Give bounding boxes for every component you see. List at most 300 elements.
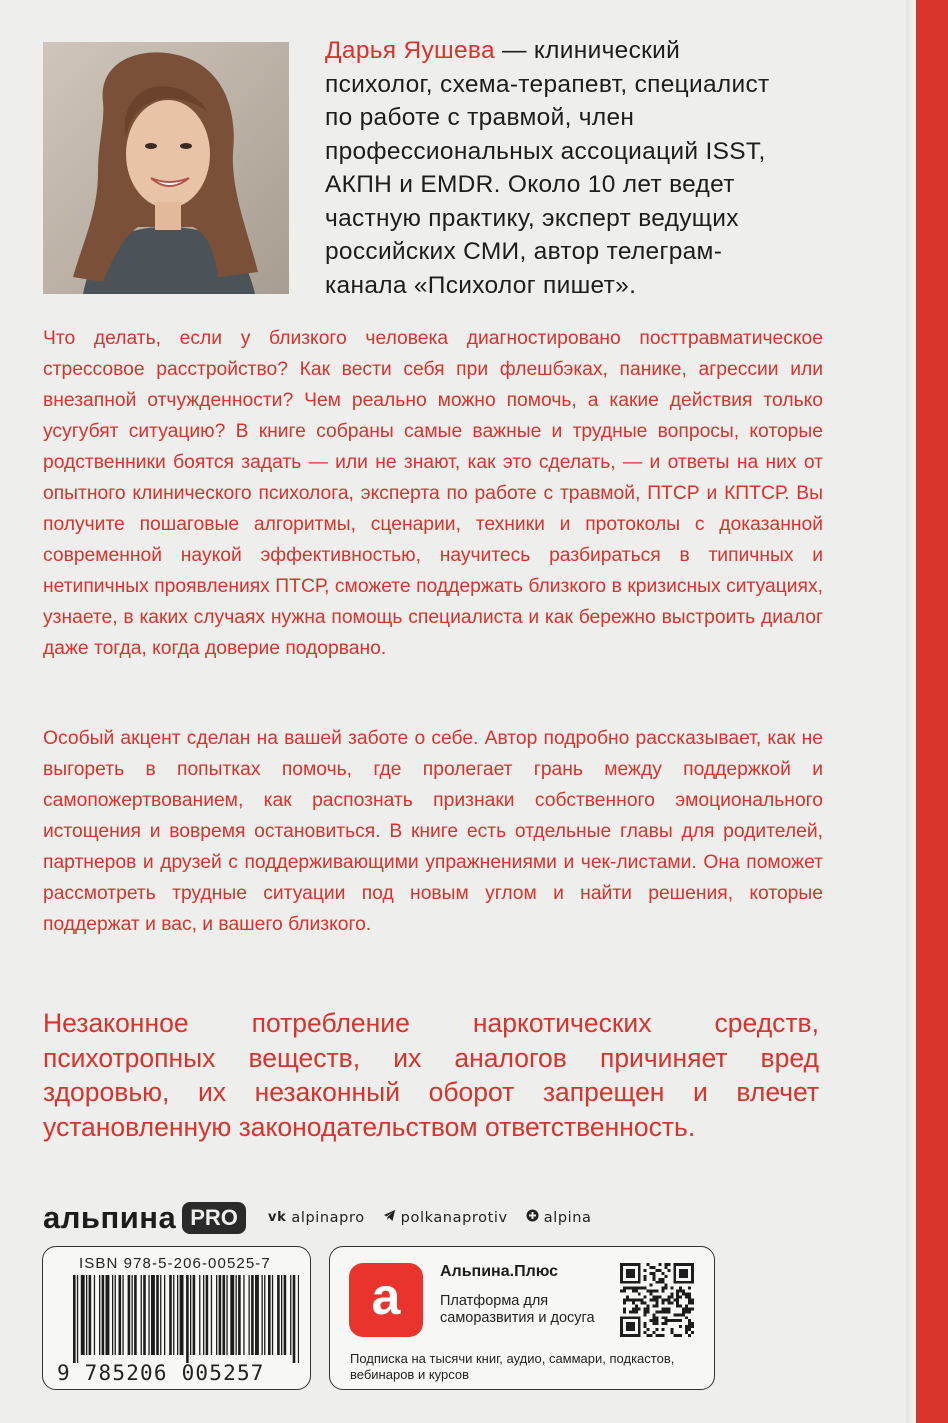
qr-module (685, 1296, 688, 1299)
qr-module (661, 1334, 664, 1337)
barcode-bar (89, 1275, 92, 1355)
qr-module (638, 1269, 641, 1272)
qr-module (679, 1319, 682, 1322)
qr-module (638, 1328, 641, 1331)
logo-pro-badge: PRO (182, 1202, 246, 1234)
qr-module (676, 1301, 679, 1304)
qr-module (676, 1296, 679, 1299)
qr-module (623, 1299, 626, 1302)
qr-module (623, 1334, 626, 1337)
qr-module (632, 1272, 635, 1275)
isbn-digits: 9 785206 005257 (57, 1361, 265, 1385)
qr-module (664, 1299, 667, 1302)
qr-module (688, 1328, 691, 1331)
qr-module (673, 1313, 676, 1316)
barcode-bar (272, 1275, 273, 1355)
description-paragraph-1: Что делать, если у близкого человека диагностировано посттравматическое стрессовое расстройство? Как вести себя при флешбэках, панике, агрессии или внезапной отчужденности? Чем реально можно помочь, а какие действия только усугубят ситуацию? В книге собраны самые важные и трудные вопросы, которые родственники боятся задать — или не знают, как это сделать, — и ответы на них от опытного клинического психолога, эксперта по работе с травмой, ПТСР и КПТСР. Вы получите пошаговые алгоритмы, сценарии, техники и протоколы с доказанной современной наукой эффективностью, научитесь разбираться в типичных и нетипичных проявлениях ПТСР, сможете поддержать близкого в кризисных ситуациях, узнаете, в каких случаях нужна помощь специалиста и как бережно выстроить диалог даже тогда, когда доверие подорвано. (43, 328, 823, 659)
qr-module (661, 1310, 664, 1313)
qr-module (647, 1328, 650, 1331)
qr-module (685, 1307, 688, 1310)
qr-module (676, 1281, 679, 1284)
qr-module (632, 1334, 635, 1337)
qr-module (656, 1328, 659, 1331)
qr-module (691, 1263, 694, 1266)
qr-module (691, 1281, 694, 1284)
qr-module (644, 1287, 647, 1290)
qr-module (661, 1281, 664, 1284)
barcode-bar (102, 1275, 105, 1355)
qr-module (626, 1272, 629, 1275)
qr-module (620, 1316, 623, 1319)
qr-module (623, 1307, 626, 1310)
qr-module (638, 1325, 641, 1328)
qr-module (688, 1299, 691, 1302)
qr-module (620, 1331, 623, 1334)
qr-module (626, 1334, 629, 1337)
barcode-bar (226, 1275, 227, 1355)
qr-module (664, 1322, 667, 1325)
qr-module (632, 1310, 635, 1313)
qr-module (626, 1263, 629, 1266)
qr-module (676, 1319, 679, 1322)
qr-module (632, 1328, 635, 1331)
qr-module (691, 1322, 694, 1325)
barcode-bar (264, 1275, 265, 1355)
qr-module (620, 1272, 623, 1275)
bio-line-5: АКПН и EMDR. Около 10 лет ведет (325, 171, 735, 198)
qr-module (667, 1269, 670, 1272)
barcode-bar (115, 1275, 116, 1355)
qr-module (620, 1325, 623, 1328)
qr-module (641, 1299, 644, 1302)
barcode-bar (160, 1275, 161, 1355)
bio-line-1-rest: — клинический (494, 37, 681, 64)
qr-module (626, 1325, 629, 1328)
qr-module (679, 1269, 682, 1272)
qr-module (673, 1334, 676, 1337)
qr-module (661, 1272, 664, 1275)
qr-module (635, 1263, 638, 1266)
qr-module (667, 1310, 670, 1313)
qr-module (632, 1275, 635, 1278)
qr-module (673, 1263, 676, 1266)
qr-module (620, 1263, 623, 1266)
qr-module (691, 1325, 694, 1328)
qr-module (626, 1316, 629, 1319)
qr-module (623, 1290, 626, 1293)
barcode-bar (73, 1275, 76, 1363)
barcode-bar (230, 1275, 234, 1355)
qr-module (638, 1272, 641, 1275)
qr-module (638, 1316, 641, 1319)
qr-module (682, 1269, 685, 1272)
social-telegram[interactable] (383, 1209, 508, 1226)
qr-module (656, 1322, 659, 1325)
qr-module (644, 1331, 647, 1334)
qr-module (688, 1287, 691, 1290)
qr-module (688, 1307, 691, 1310)
barcode-bar (219, 1275, 222, 1355)
qr-module (679, 1272, 682, 1275)
social-handle: alpinapro (291, 1209, 365, 1226)
qr-module (653, 1296, 656, 1299)
author-name: Дарья Яушева (325, 37, 495, 64)
qr-module (685, 1269, 688, 1272)
qr-module (653, 1313, 656, 1316)
qr-module (632, 1325, 635, 1328)
qr-module (682, 1293, 685, 1296)
qr-module (682, 1272, 685, 1275)
qr-module (664, 1319, 667, 1322)
qr-module (632, 1287, 635, 1290)
qr-module (691, 1269, 694, 1272)
qr-module (626, 1275, 629, 1278)
qr-module (656, 1319, 659, 1322)
qr-module (656, 1281, 659, 1284)
qr-module (679, 1263, 682, 1266)
qr-module (664, 1287, 667, 1290)
plus-circle-glyph (526, 1209, 539, 1222)
qr-module (629, 1281, 632, 1284)
qr-module (673, 1281, 676, 1284)
qr-module (653, 1316, 656, 1319)
author-portrait-illustration (43, 42, 289, 294)
bio-line-8: канала «Психолог пишет». (325, 271, 637, 299)
barcode-bar (236, 1275, 237, 1355)
qr-module (664, 1307, 667, 1310)
qr-module (638, 1278, 641, 1281)
qr-module (688, 1293, 691, 1296)
qr-module (638, 1307, 641, 1310)
barcode-bar (255, 1275, 259, 1355)
qr-module (650, 1334, 653, 1337)
qr-module (629, 1275, 632, 1278)
alpina-plus-title: Альпина.Плюс (440, 1263, 559, 1280)
barcode-bar (211, 1275, 212, 1355)
qr-module (638, 1319, 641, 1322)
qr-module (629, 1325, 632, 1328)
barcode-bar (81, 1275, 85, 1355)
legal-warning: Незаконное потребление наркотических средств, психотропных веществ, их аналогов причиняет вред здоровью, их незаконный оборот запрещен и влечет установленную законодательством ответственность. (43, 1008, 819, 1142)
qr-module (620, 1281, 623, 1284)
qr-module (632, 1290, 635, 1293)
qr-module (670, 1328, 673, 1331)
qr-module (638, 1293, 641, 1296)
author-photo (43, 42, 289, 294)
qr-module (629, 1328, 632, 1331)
qr-module (629, 1334, 632, 1337)
qr-module (679, 1281, 682, 1284)
qr-module (670, 1301, 673, 1304)
qr-module (635, 1334, 638, 1337)
barcode-bar (99, 1275, 100, 1355)
qr-module (685, 1263, 688, 1266)
barcode-bar (94, 1275, 95, 1355)
qr-module (620, 1266, 623, 1269)
qr-module (667, 1319, 670, 1322)
qr-module (688, 1322, 691, 1325)
qr-module (667, 1296, 670, 1299)
qr-module (682, 1275, 685, 1278)
barcode-bar (249, 1275, 250, 1355)
qr-module (620, 1275, 623, 1278)
qr-module (670, 1287, 673, 1290)
qr-module (653, 1319, 656, 1322)
qr-module (620, 1290, 623, 1293)
qr-module (688, 1281, 691, 1284)
qr-module (670, 1296, 673, 1299)
qr-module (650, 1319, 653, 1322)
alpina-plus-footer: Подписка на тысячи книг, аудио, саммари, подкастов, вебинаров и курсов (350, 1351, 675, 1382)
qr-module (656, 1269, 659, 1272)
qr-module (691, 1272, 694, 1275)
qr-module (656, 1316, 659, 1319)
qr-module (623, 1263, 626, 1266)
qr-module (676, 1290, 679, 1293)
vk-icon: vk (268, 1210, 287, 1225)
qr-module (685, 1272, 688, 1275)
author-bio (325, 34, 845, 302)
barcode-bar (164, 1275, 165, 1355)
barcode-bar (132, 1275, 133, 1355)
qr-module (626, 1281, 629, 1284)
bio-line-1 (325, 34, 845, 68)
qr-module (656, 1301, 659, 1304)
qr-module (620, 1269, 623, 1272)
qr-module (632, 1316, 635, 1319)
qr-module (638, 1322, 641, 1325)
barcode-bar (156, 1275, 159, 1355)
alpina-plus-promo (329, 1246, 715, 1390)
qr-module (673, 1266, 676, 1269)
qr-module (620, 1328, 623, 1331)
qr-module (656, 1310, 659, 1313)
social-handle: alpina (543, 1209, 592, 1226)
barcode (73, 1275, 299, 1363)
qr-module (691, 1331, 694, 1334)
qr-module (638, 1334, 641, 1337)
barcode-bar (148, 1275, 149, 1355)
qr-module (670, 1319, 673, 1322)
qr-module (638, 1299, 641, 1302)
qr-module (676, 1334, 679, 1337)
qr-module (685, 1310, 688, 1313)
qr-module (638, 1281, 641, 1284)
qr-module (626, 1299, 629, 1302)
barcode-bar (262, 1275, 263, 1355)
qr-module (644, 1307, 647, 1310)
qr-module (623, 1316, 626, 1319)
qr-module (682, 1281, 685, 1284)
qr-module (629, 1287, 632, 1290)
qr-module (664, 1310, 667, 1313)
qr-module (632, 1263, 635, 1266)
qr-module (623, 1301, 626, 1304)
qr-module (650, 1290, 653, 1293)
qr-module (638, 1266, 641, 1269)
social-handle: polkanaprotiv (400, 1209, 508, 1226)
qr-module (676, 1299, 679, 1302)
qr-module (635, 1310, 638, 1313)
qr-module (626, 1269, 629, 1272)
qr-module (635, 1287, 638, 1290)
qr-module (667, 1263, 670, 1266)
qr-module (632, 1269, 635, 1272)
qr-module (632, 1322, 635, 1325)
qr-module (647, 1290, 650, 1293)
social-vk[interactable] (268, 1210, 365, 1226)
qr-module (644, 1269, 647, 1272)
barcode-bar (298, 1275, 299, 1363)
qr-module (644, 1275, 647, 1278)
qr-module (679, 1325, 682, 1328)
qr-module (620, 1319, 623, 1322)
qr-module (682, 1290, 685, 1293)
description-paragraph-2: Особый акцент сделан на вашей заботе о себе. Автор подробно рассказывает, как не выгореть в попытках помочь, где пролегает грань между поддержкой и самопожертвованием, как распознать признаки собственного эмоционального истощения и вовремя остановиться. В книге есть отдельные главы для родителей, партнеров и друзей с поддерживающими упражнениями и чек-листами. Она поможет рассмотреть трудные ситуации под новым углом и найти решения, которые поддержат и вас, и вашего близкого. (43, 728, 823, 935)
isbn-barcode-box (42, 1246, 311, 1390)
qr-module (650, 1266, 653, 1269)
qr-module (623, 1310, 626, 1313)
qr-module (661, 1307, 664, 1310)
qr-module (653, 1272, 656, 1275)
qr-code-icon[interactable] (620, 1263, 694, 1337)
barcode-bar (106, 1275, 110, 1355)
barcode-bar (173, 1275, 174, 1355)
qr-module (629, 1272, 632, 1275)
qr-module (685, 1328, 688, 1331)
bio-line-7: российских СМИ, автор телеграм- (325, 238, 723, 265)
qr-module (641, 1301, 644, 1304)
alpina-plus-app-icon (349, 1263, 423, 1337)
isbn-label: ISBN 978-5-206-00525-7 (79, 1255, 271, 1272)
qr-module (638, 1275, 641, 1278)
barcode-bar (151, 1275, 155, 1355)
barcode-bar (238, 1275, 241, 1355)
qr-module (650, 1293, 653, 1296)
barcode-bar (243, 1275, 244, 1355)
qr-module (691, 1275, 694, 1278)
qr-module (629, 1316, 632, 1319)
barcode-bar (281, 1275, 282, 1355)
qr-module (629, 1322, 632, 1325)
qr-module (641, 1287, 644, 1290)
qr-module (667, 1301, 670, 1304)
qr-module (620, 1322, 623, 1325)
barcode-bar (143, 1275, 146, 1355)
qr-module (673, 1269, 676, 1272)
qr-module (650, 1299, 653, 1302)
qr-module (667, 1299, 670, 1302)
qr-module (679, 1334, 682, 1337)
qr-module (626, 1296, 629, 1299)
bio-line-3: по работе с травмой, член (325, 104, 635, 131)
qr-module (682, 1263, 685, 1266)
qr-module (656, 1334, 659, 1337)
qr-module (653, 1278, 656, 1281)
qr-module (644, 1296, 647, 1299)
barcode-bar (216, 1275, 217, 1355)
qr-module (685, 1281, 688, 1284)
qr-module (647, 1307, 650, 1310)
qr-module (632, 1281, 635, 1284)
qr-module (661, 1299, 664, 1302)
qr-module (685, 1275, 688, 1278)
barcode-bar (277, 1275, 280, 1355)
qr-module (635, 1290, 638, 1293)
qr-module (688, 1301, 691, 1304)
bio-line-6: частную практику, эксперт ведущих (325, 204, 739, 232)
qr-module (620, 1334, 623, 1337)
barcode-bar (122, 1275, 123, 1355)
barcode-bar (206, 1275, 209, 1355)
qr-module (661, 1322, 664, 1325)
barcode-bar (290, 1275, 291, 1355)
telegram-glyph (383, 1209, 396, 1222)
qr-module (623, 1287, 626, 1290)
barcode-bar (141, 1275, 142, 1355)
qr-module (644, 1278, 647, 1281)
barcode-bar (112, 1275, 113, 1355)
qr-module (664, 1275, 667, 1278)
barcode-bar (134, 1275, 137, 1355)
qr-module (658, 1310, 661, 1313)
logo-text: альпина (43, 1200, 177, 1235)
qr-module (661, 1328, 664, 1331)
qr-module (661, 1290, 664, 1293)
barcode-bar (223, 1275, 226, 1355)
qr-module (632, 1307, 635, 1310)
qr-module (638, 1331, 641, 1334)
qr-module (664, 1266, 667, 1269)
telegram-icon (383, 1209, 396, 1226)
qr-module (626, 1287, 629, 1290)
red-spine (916, 0, 948, 1423)
qr-module (685, 1304, 688, 1307)
qr-module (635, 1307, 638, 1310)
qr-module (656, 1296, 659, 1299)
barcode-bar (177, 1275, 178, 1355)
qr-module (650, 1284, 653, 1287)
qr-module (653, 1290, 656, 1293)
qr-module (653, 1331, 656, 1334)
barcode-bar (169, 1275, 172, 1355)
qr-module (679, 1287, 682, 1290)
qr-module (685, 1293, 688, 1296)
qr-module (626, 1328, 629, 1331)
qr-module (679, 1296, 682, 1299)
qr-module (626, 1322, 629, 1325)
qr-module (682, 1307, 685, 1310)
qr-module (647, 1263, 650, 1266)
qr-module (676, 1304, 679, 1307)
qr-module (691, 1278, 694, 1281)
qr-module (688, 1325, 691, 1328)
qr-module (679, 1304, 682, 1307)
qr-module (656, 1299, 659, 1302)
qr-module (688, 1319, 691, 1322)
qr-module (656, 1304, 659, 1307)
qr-module (644, 1310, 647, 1313)
plus-circle-icon (526, 1209, 539, 1226)
qr-module (653, 1275, 656, 1278)
qr-module (658, 1263, 661, 1266)
qr-module (685, 1316, 688, 1319)
qr-module (653, 1299, 656, 1302)
cover-edge (906, 0, 916, 1423)
qr-module (670, 1331, 673, 1334)
qr-module (673, 1299, 676, 1302)
social-alpina[interactable] (526, 1209, 592, 1226)
